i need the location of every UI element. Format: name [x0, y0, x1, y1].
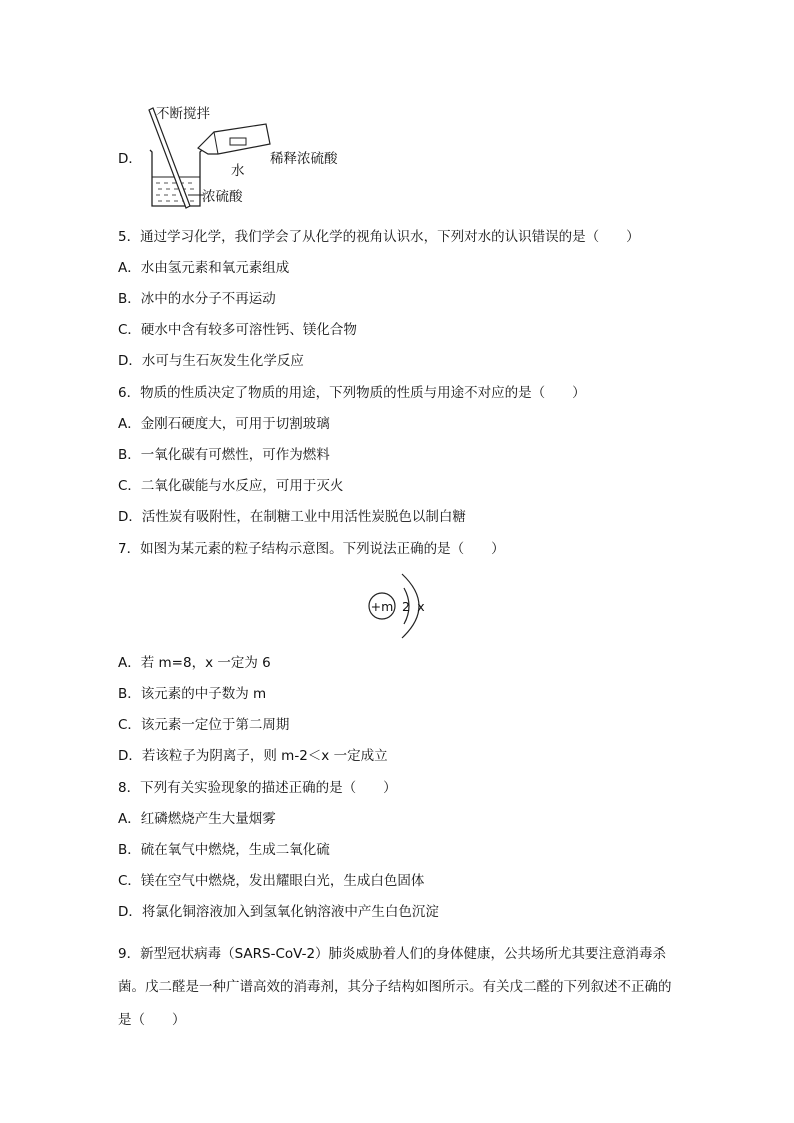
- q6-option-d: D．活性炭有吸附性，在制糖工业中用活性炭脱色以制白糖: [118, 509, 466, 525]
- q8-option-b: B．硫在氧气中燃烧，生成二氧化硫: [118, 842, 330, 858]
- q7-option-c: C．该元素一定位于第二周期: [118, 717, 290, 733]
- q7-stem: 7．如图为某元素的粒子结构示意图。下列说法正确的是（ ）: [118, 541, 505, 557]
- q5-option-a: A．水由氢元素和氧元素组成: [118, 260, 290, 276]
- q5-option-b: B．冰中的水分子不再运动: [118, 291, 276, 307]
- q4-option-d-letter: D．: [118, 151, 142, 167]
- q8-option-d: D．将氯化铜溶液加入到氢氧化钠溶液中产生白色沉淀: [118, 904, 439, 920]
- q5-option-d: D．水可与生石灰发生化学反应: [118, 353, 304, 369]
- q8-stem: 8．下列有关实验现象的描述正确的是（ ）: [118, 780, 397, 796]
- q5-stem: 5．通过学习化学，我们学会了从化学的视角认识水，下列对水的认识错误的是（ ）: [118, 229, 640, 245]
- q7-option-a: A．若 m=8，x 一定为 6: [118, 655, 271, 671]
- atom-structure-diagram: [364, 568, 454, 644]
- q6-stem: 6．物质的性质决定了物质的用途，下列物质的性质与用途不对应的是（ ）: [118, 385, 586, 401]
- stir-label: 不断搅拌: [156, 106, 210, 122]
- water-label: 水: [231, 163, 245, 179]
- shell-1-electrons: 2: [402, 599, 410, 614]
- q6-option-b: B．一氧化碳有可燃性，可作为燃料: [118, 447, 330, 463]
- q7-option-b: B．该元素的中子数为 m: [118, 686, 267, 702]
- liquid-dashes: [156, 183, 194, 201]
- dilution-figure: [140, 102, 400, 212]
- shell-2-electrons: x: [417, 599, 425, 614]
- q7-option-d: D．若该粒子为阴离子，则 m-2＜x 一定成立: [118, 748, 388, 764]
- q6-option-a: A．金刚石硬度大，可用于切割玻璃: [118, 416, 330, 432]
- q6-option-c: C．二氧化碳能与水反应，可用于灭火: [118, 478, 344, 494]
- acid-label: 浓硫酸: [202, 189, 243, 205]
- q8-option-a: A．红磷燃烧产生大量烟雾: [118, 811, 276, 827]
- q9-stem: 9．新型冠状病毒（SARS-CoV-2）肺炎威胁着人们的身体健康，公共场所尤其要注意消毒杀菌。戊二醛是一种广谱高效的消毒剂，其分子结构如图所示。有关戊二醛的下列叙述不正确的是（ ）: [118, 946, 672, 1028]
- q8-option-c: C．镁在空气中燃烧，发出耀眼白光，生成白色固体: [118, 873, 425, 889]
- glass-rod: [149, 108, 190, 208]
- figure-caption: 稀释浓硫酸: [270, 151, 338, 167]
- nucleus-charge: +m: [370, 599, 394, 614]
- q5-option-c: C．硬水中含有较多可溶性钙、镁化合物: [118, 322, 357, 338]
- reagent-bottle: [198, 124, 270, 154]
